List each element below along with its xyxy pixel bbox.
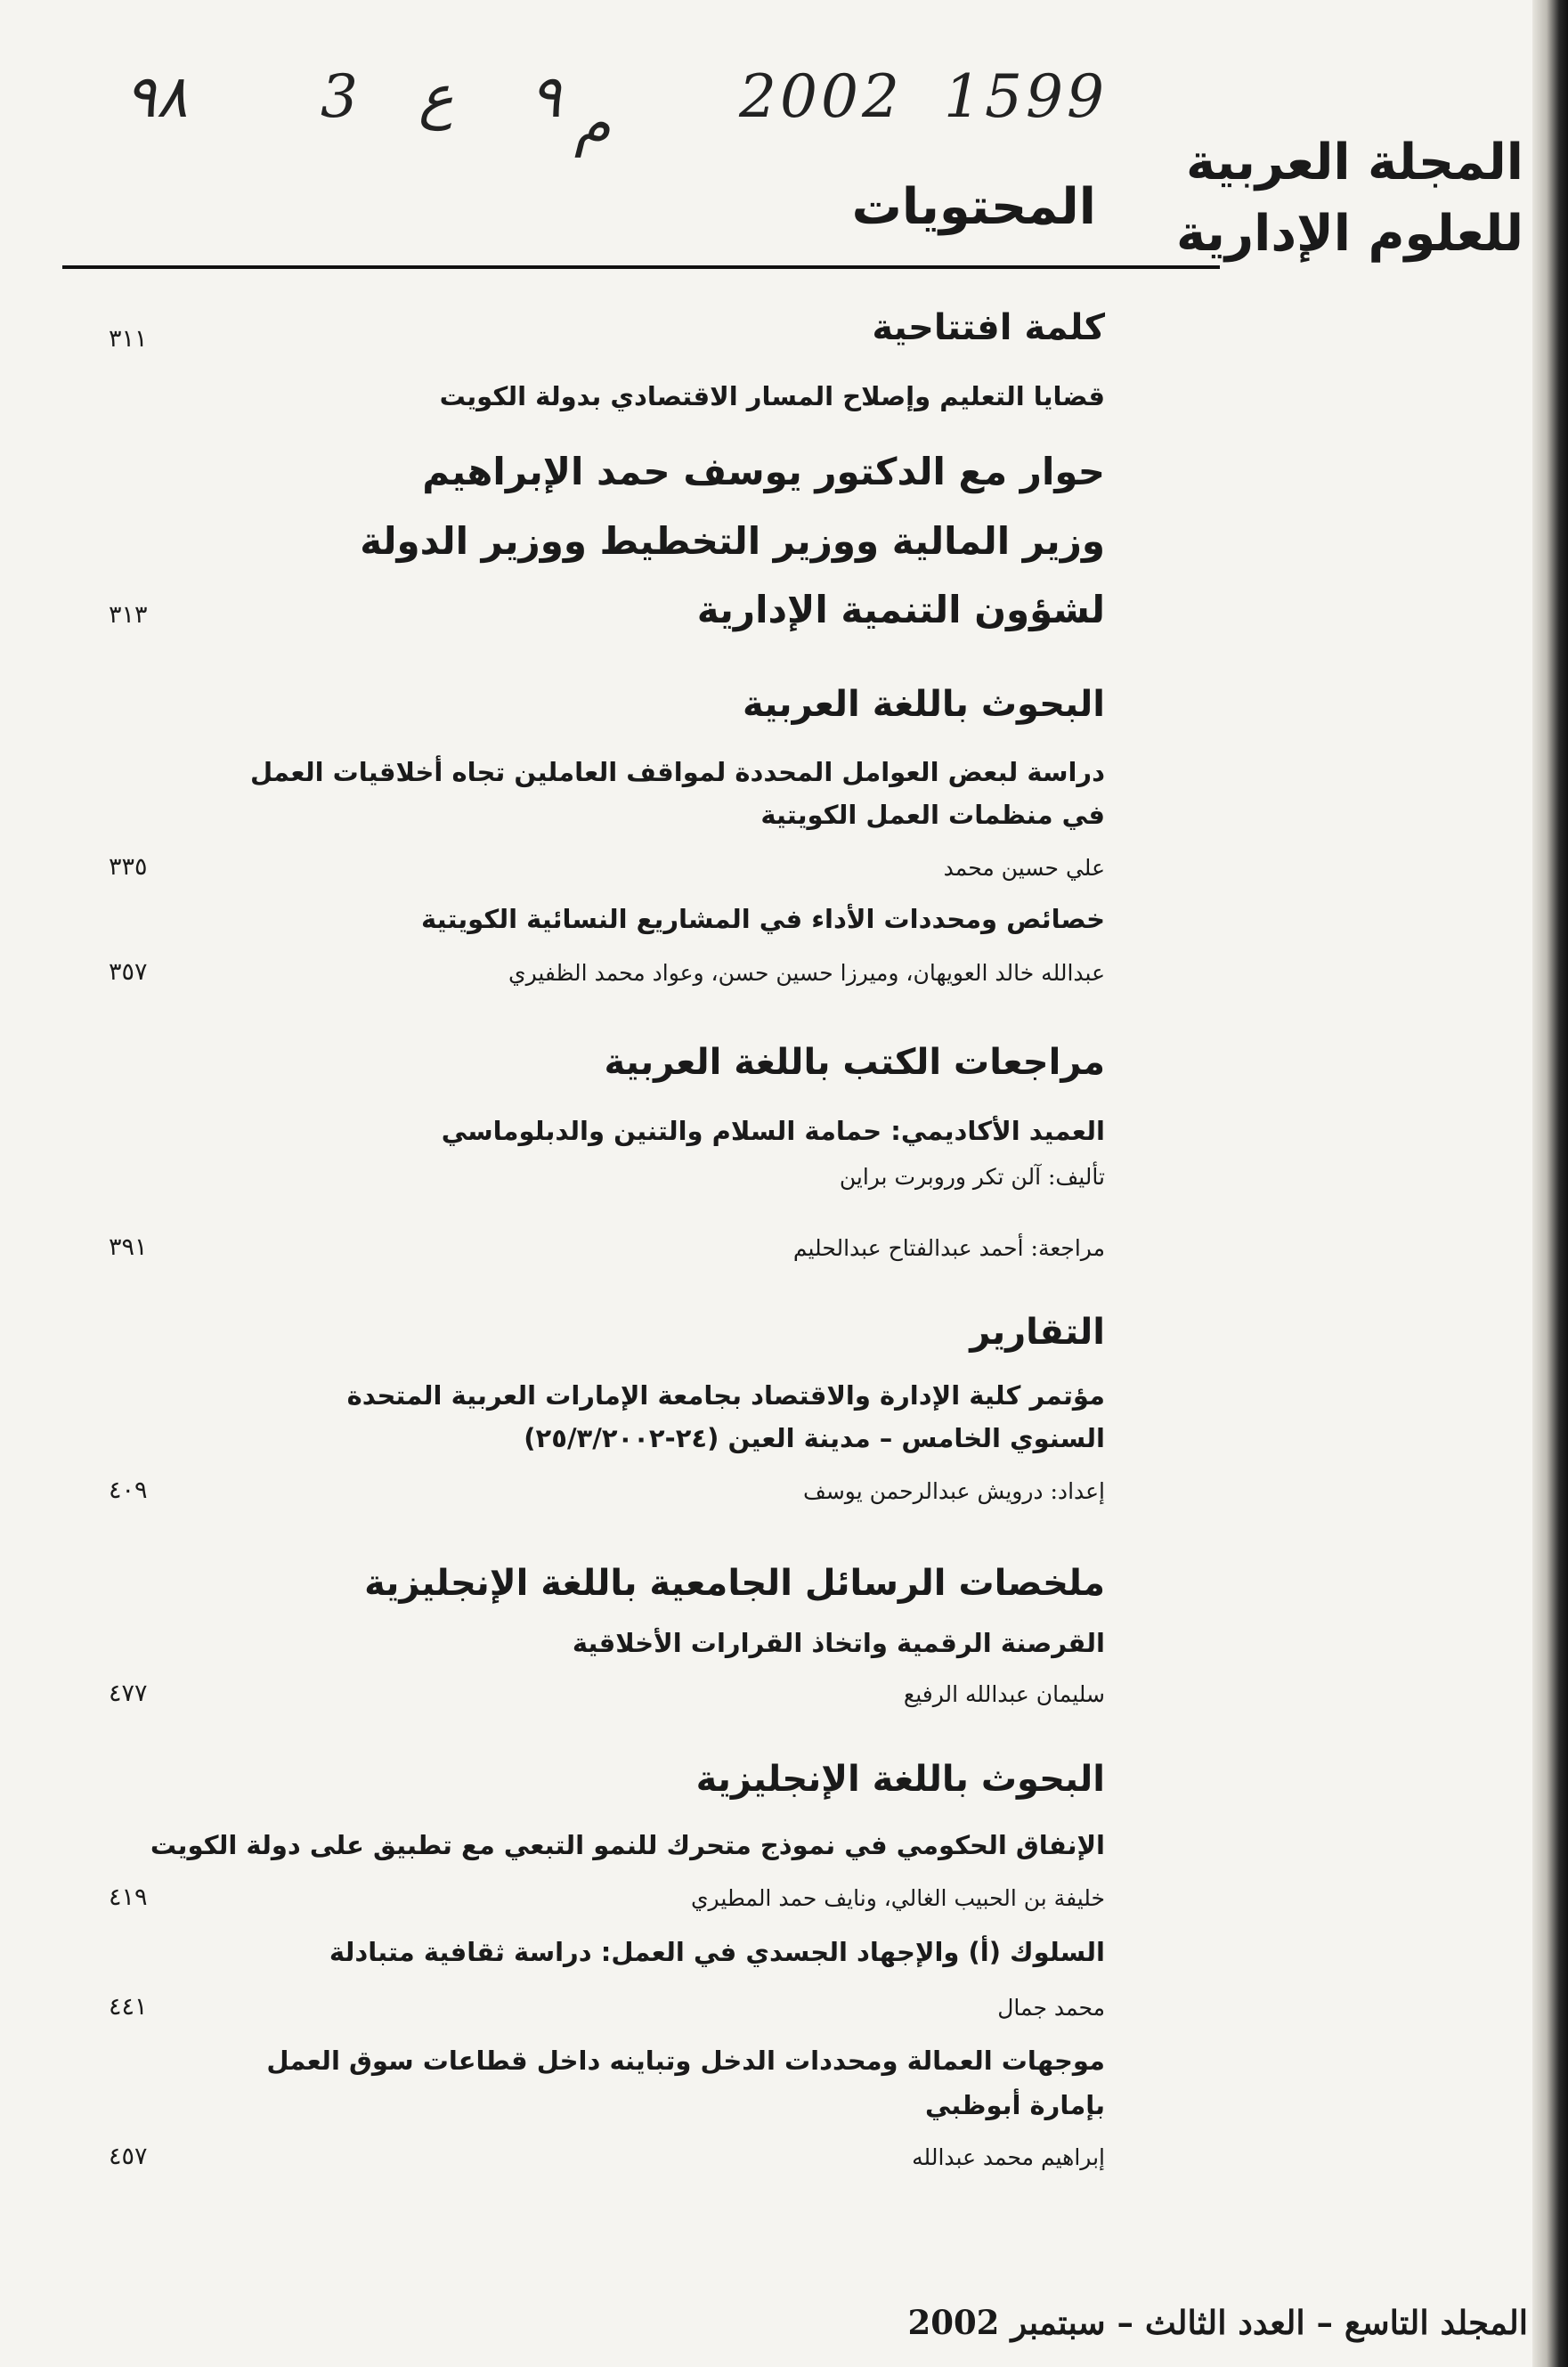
- page-number: ٤٠٩: [109, 1476, 148, 1504]
- journal-title-line1: المجلة العربية: [1186, 134, 1523, 191]
- handwritten-month-marker: م: [574, 89, 611, 158]
- page-number: ٣٥٧: [109, 958, 148, 986]
- article-title: موجهات العمالة ومحددات الدخل وتباينه داخل قطاعات سوق العمل: [266, 2046, 1105, 2076]
- binding-edge: [1532, 0, 1568, 2367]
- report-author: إعداد: درويش عبدالرحمن يوسف: [802, 1478, 1105, 1504]
- article-author: خليفة بن الحبيب الغالي، ونايف حمد المطيري: [690, 1885, 1105, 1911]
- section-english-research-heading: البحوث باللغة الإنجليزية: [695, 1759, 1105, 1800]
- interview-line2: وزير المالية ووزير التخطيط ووزير الدولة: [360, 519, 1105, 563]
- page-number: ٤١٩: [109, 1883, 148, 1911]
- book-title: العميد الأكاديمي: حمامة السلام والتنين والدبلوماسي: [441, 1116, 1105, 1146]
- page-number: ٤٤١: [109, 1993, 148, 2021]
- handwritten-volume-marker: ٩: [530, 62, 562, 131]
- interview-line3: لشؤون التنمية الإدارية: [696, 588, 1105, 631]
- handwritten-call-number: ٩٨: [125, 62, 188, 131]
- article-author: محمد جمال: [997, 1995, 1105, 2021]
- section-arabic-research-heading: البحوث باللغة العربية: [742, 684, 1105, 725]
- contents-heading: المحتويات: [851, 178, 1096, 236]
- issue-footer: المجلد التاسع – العدد الثالث – سبتمبر 2002: [907, 2303, 1528, 2342]
- article-title: في منظمات العمل الكويتية: [760, 800, 1105, 830]
- handwritten-volume: 3: [321, 62, 362, 131]
- report-title-line2: السنوي الخامس – مدينة العين (٢٤-٢٥/٣/٢٠٠٢): [524, 1423, 1105, 1453]
- section-reports-heading: التقارير: [970, 1312, 1105, 1353]
- page-number: ٤٧٧: [109, 1680, 148, 1707]
- article-author: إبراهيم محمد عبدالله: [912, 2144, 1105, 2170]
- page-number: ٣٩١: [109, 1233, 148, 1261]
- book-authors: تأليف: آلن تكر وروبرت براين: [839, 1164, 1105, 1190]
- article-author: علي حسين محمد: [943, 855, 1105, 881]
- article-title: الإنفاق الحكومي في نموذج متحرك للنمو التبعي مع تطبيق على دولة الكويت: [150, 1830, 1105, 1860]
- report-title-line1: مؤتمر كلية الإدارة والاقتصاد بجامعة الإمارات العربية المتحدة: [346, 1380, 1105, 1411]
- article-title: بإمارة أبوظبي: [924, 2090, 1105, 2120]
- article-author: عبدالله خالد العويهان، وميرزا حسين حسن، وعواد محمد الظفيري: [508, 960, 1105, 986]
- article-title: خصائص ومحددات الأداء في المشاريع النسائية الكويتية: [421, 904, 1105, 934]
- article-title: دراسة لبعض العوامل المحددة لمواقف العاملين تجاه أخلاقيات العمل: [250, 757, 1105, 787]
- thesis-author: سليمان عبدالله الرفيع: [903, 1681, 1105, 1707]
- handwritten-year: 2002: [739, 62, 903, 131]
- section-editorial-heading: كلمة افتتاحية: [872, 307, 1105, 348]
- section-book-reviews-heading: مراجعات الكتب باللغة العربية: [604, 1042, 1105, 1083]
- page-number: ٣٣٥: [109, 853, 148, 881]
- editorial-subtitle: قضايا التعليم وإصلاح المسار الاقتصادي بدولة الكويت: [439, 381, 1105, 411]
- article-title: السلوك (أ) والإجهاد الجسدي في العمل: دراسة ثقافية متبادلة: [329, 1937, 1105, 1967]
- page-number: ٤٥٧: [109, 2143, 148, 2170]
- header-rule: [62, 265, 1220, 269]
- page-number: ٣١٣: [109, 601, 148, 629]
- section-thesis-abstracts-heading: ملخصات الرسائل الجامعية باللغة الإنجليزية: [364, 1563, 1105, 1604]
- handwritten-issue-marker: ع: [418, 62, 454, 131]
- thesis-title: القرصنة الرقمية واتخاذ القرارات الأخلاقية: [572, 1628, 1105, 1658]
- book-reviewer: مراجعة: أحمد عبدالفتاح عبدالحليم: [792, 1235, 1105, 1261]
- page-number: ٣١١: [109, 325, 148, 353]
- handwritten-accession: 1599: [944, 62, 1108, 131]
- journal-title-line2: للعلوم الإدارية: [1175, 205, 1523, 263]
- interview-line1: حوار مع الدكتور يوسف حمد الإبراهيم: [422, 450, 1105, 493]
